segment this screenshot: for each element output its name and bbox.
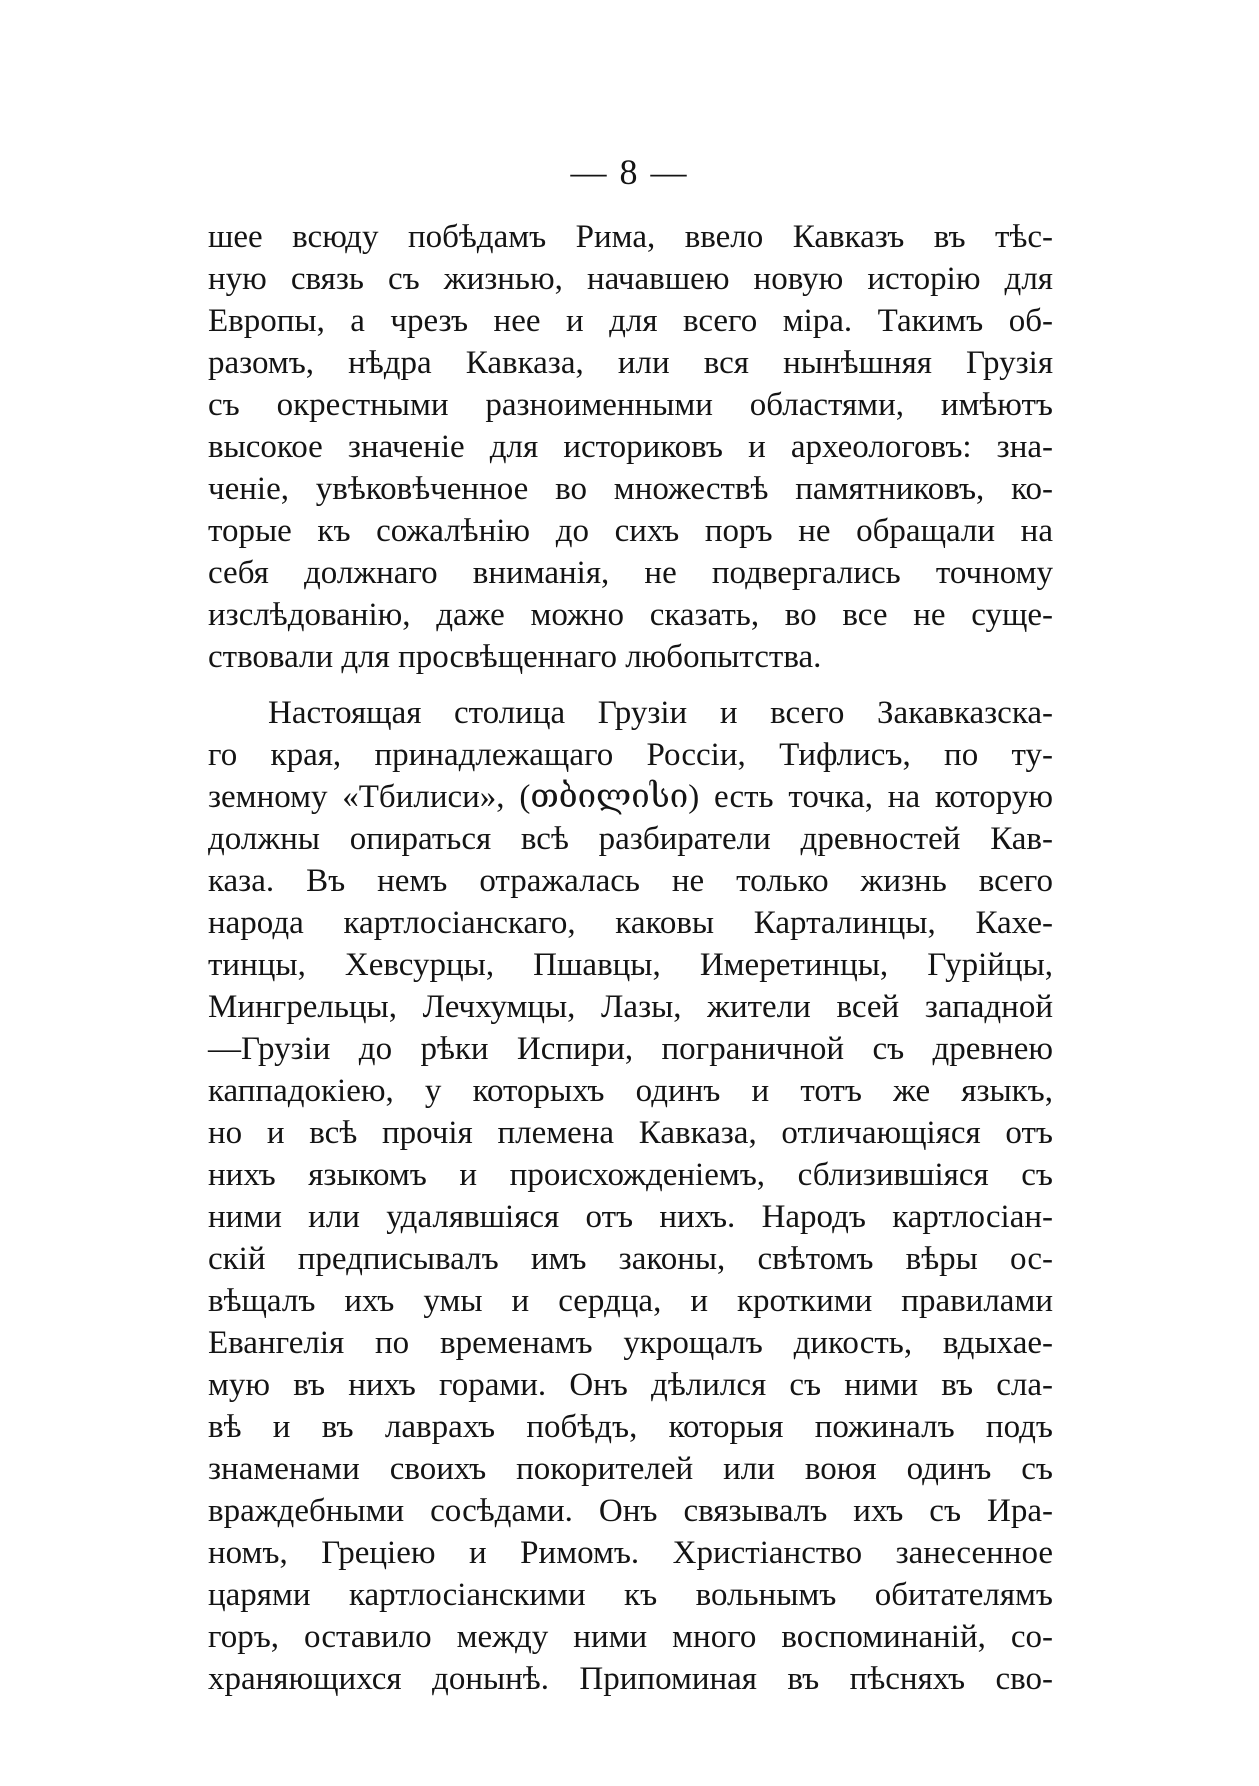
text-line: вѣщалъ ихъ умы и сердца, и кроткими правилами xyxy=(208,1283,1053,1319)
text-line: но и всѣ прочія племена Кавказа, отличающіяся отъ xyxy=(208,1115,1053,1151)
text-line: нихъ языкомъ и происхожденіемъ, сблизившіяся съ xyxy=(208,1157,1053,1193)
text-line: горъ, оставило между ними много воспоминаній, со- xyxy=(208,1619,1053,1655)
body-text xyxy=(208,216,1053,1700)
text-line: изслѣдованію, даже можно сказать, во все не суще- xyxy=(208,597,1053,633)
text-line: скій предписывалъ имъ законы, свѣтомъ вѣры ос- xyxy=(208,1241,1053,1277)
text-line: тинцы, Хевсурцы, Пшавцы, Имеретинцы, Гурійцы, xyxy=(208,947,1053,983)
text-line: разомъ, нѣдра Кавказа, или вся нынѣшняя Грузія xyxy=(208,345,1053,381)
text-line: мую въ нихъ горами. Онъ дѣлился съ ними въ сла- xyxy=(208,1367,1053,1403)
text-line: ченіе, увѣковѣченное во множествѣ памятниковъ, ко- xyxy=(208,471,1053,507)
paragraph-1 xyxy=(208,216,1053,678)
text-line: враждебными сосѣдами. Онъ связывалъ ихъ съ Ира- xyxy=(208,1493,1053,1529)
text-line: каза. Въ немъ отражалась не только жизнь всего xyxy=(208,863,1053,899)
text-line: земному «Тбилиси», (თბილისი) есть точка, на которую xyxy=(208,779,1053,815)
text-line: ними или удалявшіяся отъ нихъ. Народъ картлосіан- xyxy=(208,1199,1053,1235)
text-line: —Грузіи до рѣки Испири, пограничной съ древнею xyxy=(208,1031,1053,1067)
text-line: царями картлосіанскими къ вольнымъ обитателямъ xyxy=(208,1577,1053,1613)
paragraph-gap xyxy=(208,678,1053,692)
text-line: шее всюду побѣдамъ Рима, ввело Кавказъ въ тѣс- xyxy=(208,219,1053,255)
text-line: ствовали для просвѣщеннаго любопытства. xyxy=(208,639,822,675)
text-line: знаменами своихъ покорителей или воюя одинъ съ xyxy=(208,1451,1053,1487)
text-line: Настоящая столица Грузіи и всего Закавказска- xyxy=(268,695,1053,731)
text-line: Европы, а чрезъ нее и для всего міра. Такимъ об- xyxy=(208,303,1053,339)
text-line: торые къ сожалѣнію до сихъ поръ не обращали на xyxy=(208,513,1053,549)
text-line: храняющихся донынѣ. Припоминая въ пѣсняхъ сво- xyxy=(208,1661,1053,1697)
text-line: съ окрестными разноименными областями, имѣютъ xyxy=(208,387,1053,423)
page-number: — 8 — xyxy=(570,152,689,192)
text-line: каппадокіею, у которыхъ одинъ и тотъ же языкъ, xyxy=(208,1073,1053,1109)
text-line: себя должнаго вниманія, не подвергались точному xyxy=(208,555,1053,591)
text-line: ную связь съ жизнью, начавшею новую исторію для xyxy=(208,261,1053,297)
text-line: народа картлосіанскаго, каковы Карталинцы, Кахе- xyxy=(208,905,1053,941)
text-line: го края, принадлежащаго Россіи, Тифлисъ, по ту- xyxy=(208,737,1053,773)
text-line: Евангелія по временамъ укрощалъ дикость, вдыхае- xyxy=(208,1325,1053,1361)
text-line: Мингрельцы, Лечхумцы, Лазы, жители всей западной xyxy=(208,989,1053,1025)
text-line: высокое значеніе для историковъ и археологовъ: зна- xyxy=(208,429,1053,465)
text-line: вѣ и въ лаврахъ побѣдъ, которыя пожиналъ подъ xyxy=(208,1409,1053,1445)
text-line: должны опираться всѣ разбиратели древностей Кав- xyxy=(208,821,1053,857)
paragraph-2 xyxy=(208,692,1053,1700)
text-line: номъ, Греціею и Римомъ. Христіанство занесенное xyxy=(208,1535,1053,1571)
